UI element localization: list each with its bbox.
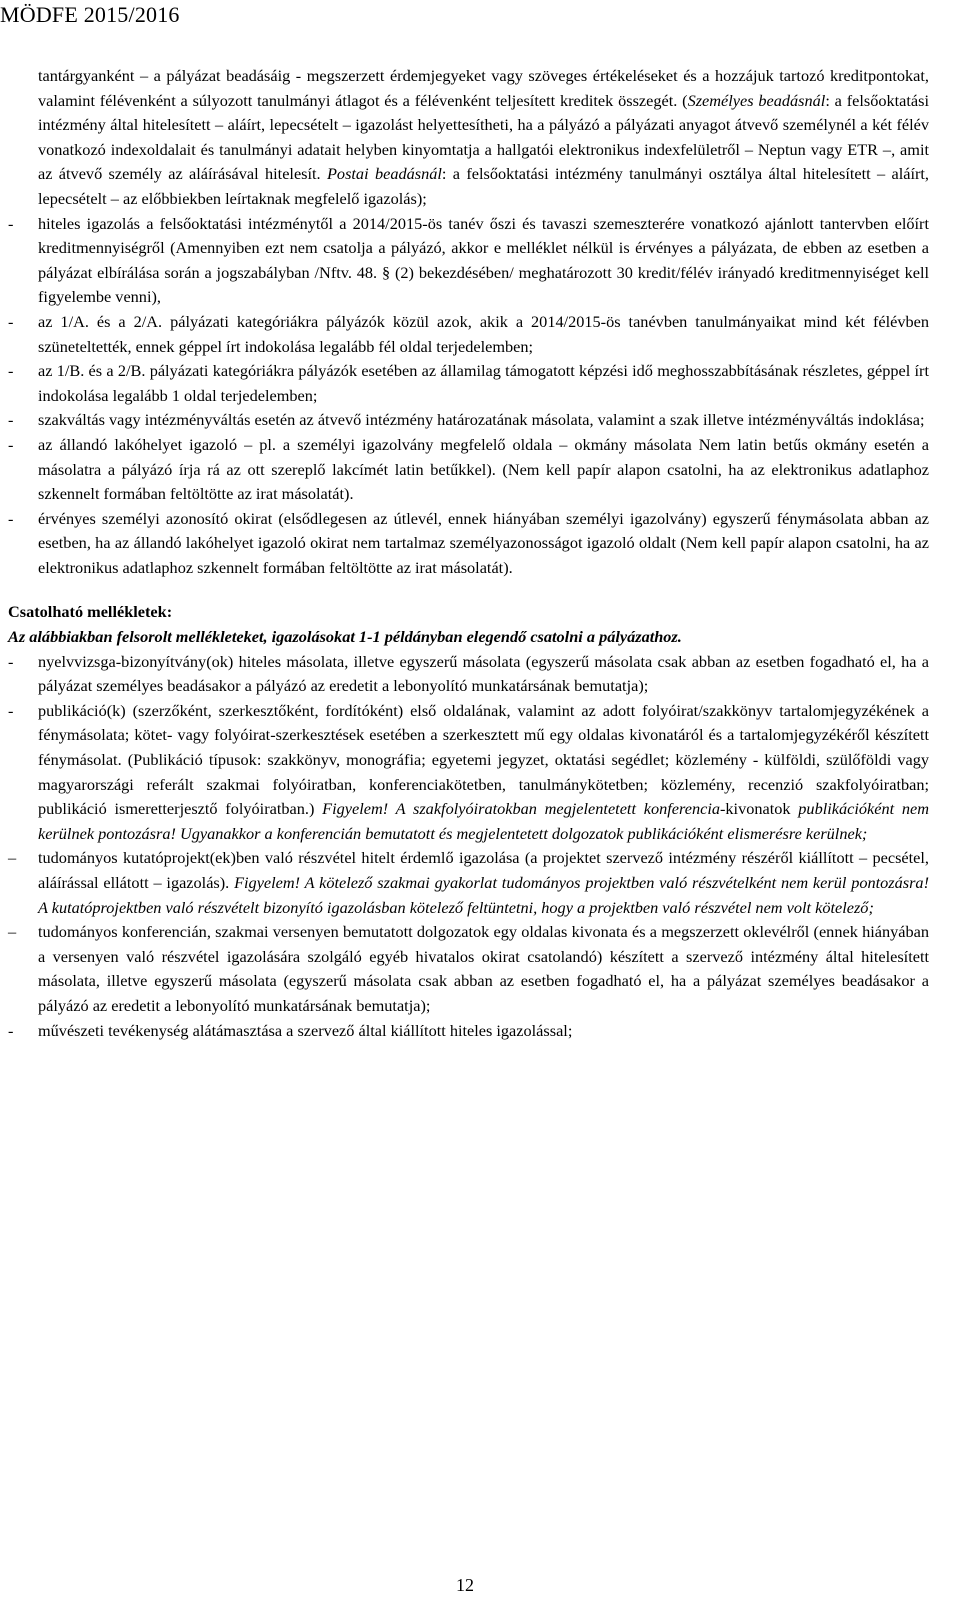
paragraph-text-1: tantárgyanként – a pályázat beadásáig - megszerzett érdemjegyeket vagy szöveges értékeléseket és a hozzájuk tartozó kreditpontokat, valamint félévenként a súlyozott tanulmányi átlagot és a félévenként teljesített kreditek összegét. ( [38, 66, 929, 110]
list-dash: – [8, 922, 17, 942]
attachment-item [8, 1019, 929, 1044]
attachment-warning: Figyelem! A szakfolyóiratokban megjelentetett konferencia- [322, 799, 726, 819]
list-item [8, 433, 929, 507]
attachment-warning: publikációként nem kerülnek pontozásra! Ugyanakkor a konferencián bemutatott és megjelentetett dolgozatok publikációként elismerésre kerülnek; [38, 799, 930, 843]
page-content [8, 64, 929, 1043]
list-item-text: az 1/B. és a 2/B. pályázati kategóriákra pályázók esetében az államilag támogatott képzési idő meghosszabbításának részletes, géppel írt indokolása legalább 1 oldal terjedelemben; [38, 361, 929, 405]
attachment-text: tudományos kutatóprojekt(ek)ben való részvétel hitelt érdemlő igazolása (a projektet szervező intézmény részéről kiállított – pecsétel, aláírással ellátott – igazolás). [38, 848, 929, 892]
list-dash: – [8, 848, 17, 868]
attachment-item [8, 650, 929, 699]
list-item-text: az állandó lakóhelyet igazoló – pl. a személyi igazolvány megfelelő oldala – okmány másolata Nem latin betűs okmány esetén a másolatra a pályázó írja rá az ott szereplő lakcímét latin betűkkel). (Nem kell papír alapon csatolni, ha az elektronikus adatlaphoz szkennelt formában feltöltötte az irat másolatát). [38, 434, 929, 504]
list-dash: - [8, 311, 14, 331]
list-dash: - [8, 410, 14, 430]
list-item [8, 310, 929, 359]
postal-submission-label: Postai beadásnál [326, 164, 442, 184]
list-dash: - [8, 434, 14, 454]
list-item [8, 212, 929, 310]
attachment-text: művészeti tevékenység alátámasztása a szervező által kiállított hiteles igazolással; [38, 1020, 573, 1040]
attachment-item [8, 920, 929, 1018]
attachment-text: publikáció(k) (szerzőként, szerkesztőként, fordítóként) első oldalának, valamint az adott folyóirat/szakkönyv tartalomjegyzékének a fénymásolata; kötet- vagy folyóirat-szerkesztések esetében a szerkesztett mű egy oldalas kivonatáról és a tartalomjegyzékéről készített fénymásolat. (Publikáció típusok: szakkönyv, monográfia; egyetemi jegyzet, oktatási segédlet; közlemény - külföldi, szülőföldi vagy magyarországi referált szakmai folyóiratban, konferenciakötetben, tanulmánykötetben; közlemény, recenzió szakfolyóiratban; publikáció ismeretterjesztő folyóiratban.) [38, 700, 929, 819]
paragraph-text-2: : a felsőoktatási intézmény által hitelesített – aláírt, lepecsételt – igazolást helyettesítheti, ha a pályázó a pályázati anyagot átvevő személynél a két félév vonatkozó indexoldalait és tanulmányi adatait helyben kinyomtatja a hallgatói elektronikus indexfelületről – Neptun vagy ETR –, amit az átvevő személy az aláírásával hitelesít. [38, 90, 929, 184]
list-item [8, 359, 929, 408]
continued-paragraph [8, 64, 929, 212]
personal-submission-label: Személyes beadásnál [687, 90, 826, 110]
list-item [8, 507, 929, 581]
attachment-text-normal: kivonatok [725, 799, 791, 819]
list-dash: - [8, 651, 14, 671]
list-dash: - [8, 700, 14, 720]
attachment-text: nyelvvizsga-bizonyítvány(ok) hiteles másolata, illetve egyszerű másolata (egyszerű másolata csak abban az esetben fogadható el, ha a pályázat személyes beadásakor a pályázó az eredetit a lebonyolító munkatársának bemutatja); [38, 651, 929, 696]
attachments-intro: Az alábbiakban felsorolt mellékleteket, igazolásokat 1-1 példányban elegendő csatolni a pályázathoz. [8, 627, 682, 647]
list-item-text: hiteles igazolás a felsőoktatási intézménytől a 2014/2015-ös tanév őszi és tavaszi szemeszterére vonatkozó ajánlott tantervben előírt kreditmennyiségről (Amennyiben ezt nem csatolja a pályázó, akkor e melléklet nélkül is érvényes a pályázata, de ebben az esetben a pályázat elbírálása során a jogszabályban /Nftv. 48. § (2) bekezdésében/ meghatározott 30 kredit/félév irányadó kreditmennyiséget kell figyelembe venni), [38, 213, 929, 307]
attachment-item [8, 699, 929, 847]
attachment-text: tudományos konferencián, szakmai versenyen bemutatott dolgozatok egy oldalas kivonata és a megszerzett oklevélről (ennek hiányában a versenyen való részvétel igazolására szolgáló egyéb hivatalos okirat csatolandó) készített a szervező intézmény által hitelesített másolata, illetve egyszerű másolata (egyszerű másolata csak abban az esetben fogadható el, ha a pályázat személyes beadásakor a pályázó az eredetit a lebonyolító munkatársának bemutatja); [38, 922, 929, 1015]
list-dash: - [8, 213, 14, 233]
attachment-warning: Figyelem! A kötelező szakmai gyakorlat tudományos projektben való részvételként nem kerül pontozásra! A kutatóprojektben való részvételt bizonyító igazolásban kötelező feltüntetni, hogy a projektben való részvétel nem volt kötelező; [38, 873, 929, 917]
list-item-text: az 1/A. és a 2/A. pályázati kategóriákra pályázók közül azok, akik a 2014/2015-ös tanévben tanulmányaikat mind két félévben szüneteltették, ennek géppel írt indokolása legalább fél oldal terjedelemben; [38, 311, 929, 356]
list-dash: - [8, 508, 14, 528]
attachments-title: Csatolható mellékletek: [8, 602, 173, 622]
list-item-text: szakváltás vagy intézményváltás esetén az átvevő intézmény határozatának másolata, valamint a szak illetve intézményváltás indoklása; [38, 410, 925, 430]
list-dash: - [8, 361, 14, 381]
list-item-text: érvényes személyi azonosító okirat (elsődlegesen az útlevél, ennek hiányában személyi igazolvány) egyszerű fénymásolata abban az esetben, ha az állandó lakóhelyet igazoló okirat nem tartalmaz személyazonosságot igazoló oldalt (Nem kell papír alapon csatolni, ha az elektronikus adatlaphoz szkennelt formában feltöltötte az irat másolatát). [38, 508, 929, 577]
attachment-item [8, 846, 929, 920]
document-header: MÖDFE 2015/2016 [0, 2, 180, 27]
list-dash: - [8, 1020, 14, 1040]
page-number: 12 [456, 1575, 474, 1595]
list-item [8, 408, 929, 433]
paragraph-text-3: : a felsőoktatási intézmény tanulmányi osztálya által hitelesített – aláírt, lepecsételt – az előbbiekben leírtaknak megfelelő igazolás); [38, 164, 930, 208]
